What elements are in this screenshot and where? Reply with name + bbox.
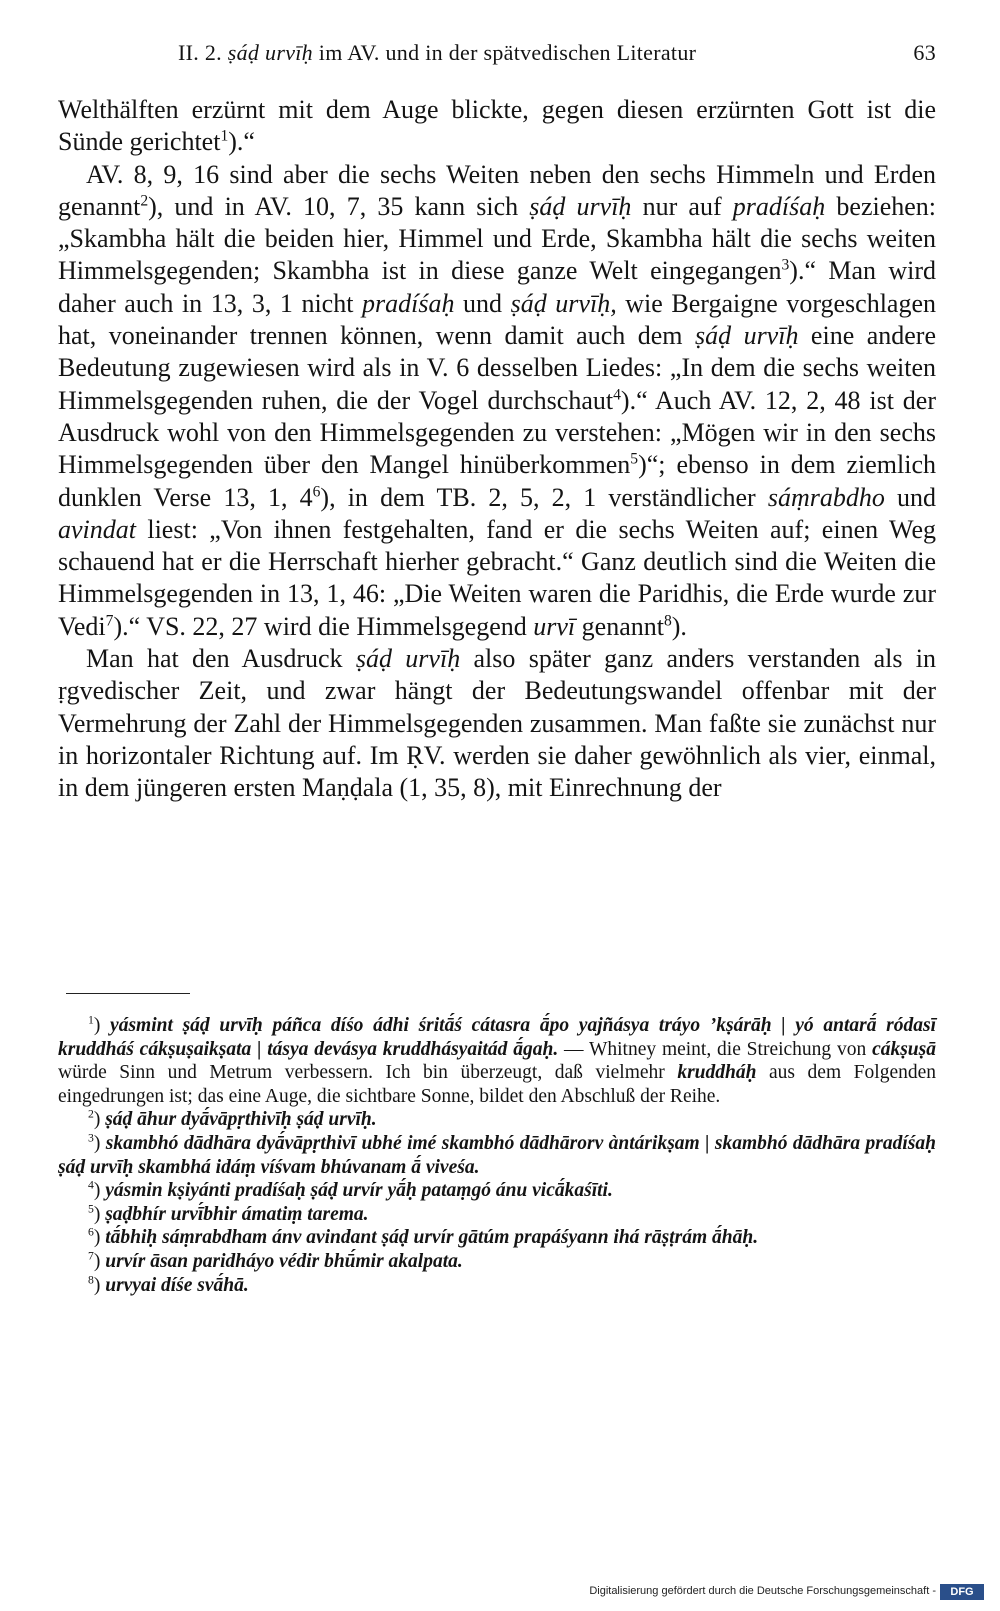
- text-run: würde Sinn und Metrum verbessern. Ich bin überzeugt, daß vielmehr: [58, 1062, 678, 1084]
- italic-term: pradíśaḥ: [362, 288, 455, 318]
- text-run: Welthälften erzürnt mit dem Auge blickte, gegen diesen erzürnten Gott ist die Sünde gerichtet: [58, 95, 936, 157]
- text-run: liest: „Von ihnen festgehalten, fand er die sechs Weiten auf; einen Weg schauend hat er die Herrschaft hierher gebracht.“ Ganz deutlich sind die Weiten die Himmelsgegenden in 13, 1, 46: „Die Weiten waren die Paridhis, die Erde wurde zur Vedi: [58, 514, 936, 641]
- text-run: ).“ Auch AV. 12, 2, 48 ist der Ausdruck wohl von den Himmelsgegenden zu verstehen: „Mögen wir in den sechs Himmelsgegenden über den Mangel hinüberkommen: [58, 385, 936, 480]
- text-run: ).“: [228, 127, 255, 157]
- sanskrit-quote: skambhó dādhāra dyā́vāpṛthivī ubhé imé skambhó dādhārorv àntárikṣam | skambhó dādhāra pradíśaḥ ṣáḍ urvīḥ skambhá idáṃ víśvam bhúvanam ā́ viveśa.: [58, 1132, 936, 1178]
- text-run: ).: [671, 611, 687, 641]
- text-run: eine andere Bedeutung zugewiesen wird als in V. 6 desselben Liedes: „In dem die sechs weiten Himmelsgegenden ruhen, die der Vogel durchschaut: [58, 321, 936, 415]
- footnotes: [58, 1014, 936, 1297]
- text-run: )“; ebenso in dem ziemlich dunklen Verse 13, 1, 4: [58, 450, 936, 512]
- italic-term: pradíśaḥ: [732, 191, 826, 221]
- footnote: [58, 1250, 936, 1274]
- main-text: [58, 94, 936, 805]
- sanskrit-quote: cákṣuṣā: [872, 1038, 936, 1060]
- note-marker: 4: [88, 1178, 94, 1192]
- text-run: und: [454, 288, 511, 318]
- text-run: ): [93, 1203, 106, 1225]
- text-run: ): [93, 1274, 106, 1296]
- text-run: beziehen: „Skambha hält die beiden hier, Himmel und Erde, Skambha hält die sechs weiten Himmelsgegenden; Skambha ist in diese ganze Welt eingegangen: [58, 191, 937, 286]
- footnote: [58, 1203, 936, 1227]
- footnote: [58, 1274, 936, 1298]
- sanskrit-quote: tā́bhiḥ sáṃrabdham ánv avindant ṣáḍ urvír gātúm prapáśyann ihá rāṣṭrám ā́hāḥ.: [105, 1227, 759, 1249]
- sanskrit-quote: kruddháḥ: [677, 1062, 757, 1084]
- paragraph: [58, 159, 936, 643]
- note-marker: 1: [220, 127, 229, 145]
- running-header: [122, 40, 936, 66]
- footnote: [58, 1014, 936, 1108]
- paragraph: [58, 643, 936, 804]
- note-marker: 8: [88, 1273, 94, 1287]
- note-marker: 5: [630, 450, 639, 468]
- note-marker: 7: [88, 1249, 94, 1263]
- footnote: [58, 1108, 936, 1132]
- text-run: also später ganz anders verstanden als in ṛgvedischer Zeit, und zwar hängt der Bedeutungswandel offenbar mit der Vermehrung der Zahl der Himmelsgegenden zusammen. Man faßte sie zunächst nur in horizontaler Richtung auf. Im ṚV. werden sie daher gewöhnlich als vier, einmal, in dem jüngeren ersten Maṇḍala (1, 35, 8), mit Einrechnung der: [58, 644, 936, 803]
- running-title: II. 2. ṣáḍ urvīḥ im AV. und in der spätvedischen Literatur: [178, 40, 697, 65]
- text-run: ): [93, 1180, 106, 1202]
- italic-term: ṣáḍ urvīḥ: [694, 321, 799, 351]
- italic-term: urvī: [533, 611, 576, 641]
- text-run: ): [93, 1132, 106, 1154]
- text-run: ): [93, 1227, 106, 1249]
- page-number: 63: [913, 40, 936, 65]
- text-run: ).“ VS. 22, 27 wird die Himmelsgegend: [113, 611, 534, 641]
- sanskrit-quote: urvyai díśe svā́hā.: [105, 1274, 249, 1296]
- note-marker: 1: [88, 1013, 94, 1027]
- italic-term: avindat: [58, 514, 136, 544]
- note-marker: 6: [312, 482, 321, 500]
- note-marker: 6: [88, 1225, 94, 1239]
- italic-term: sáṃrabdho: [767, 482, 885, 512]
- note-marker: 8: [663, 612, 672, 630]
- footnote: [58, 1179, 936, 1203]
- note-marker: 7: [105, 612, 114, 630]
- text-run: ), und in AV. 10, 7, 35 kann sich: [148, 191, 530, 221]
- text-run: AV. 8, 9, 16 sind aber die sechs Weiten neben den sechs Himmeln und Erden genannt: [58, 159, 936, 221]
- paragraph: [58, 94, 936, 159]
- sanskrit-quote: yásmint ṣáḍ urvīḥ páñca díśo ádhi śritā́ś cátasra ā́po yajñásya tráyo ’kṣárāḥ | yó antarā́ ródasī kruddháś cákṣuṣaikṣata | tásya devásya kruddhásyaitád ā́gaḥ.: [58, 1015, 936, 1060]
- italic-term: ṣáḍ urvīḥ: [529, 191, 632, 221]
- text-run: und: [884, 482, 936, 512]
- text-run: aus dem Folgenden eingedrungen ist; das eine Auge, die sichtbare Sonne, bildet den Abschluß der Reihe.: [58, 1062, 937, 1107]
- italic-term: ṣáḍ urvīḥ,: [510, 288, 617, 318]
- footnote-rule: [66, 993, 190, 994]
- note-marker: 5: [88, 1202, 94, 1216]
- digitization-credit: Digitalisierung gefördert durch die Deutsche Forschungsgemeinschaft -: [589, 1585, 936, 1597]
- text-run: nur auf: [631, 191, 733, 221]
- sanskrit-quote: ṣaḍbhír urvī́bhir ámatiṃ tarema.: [105, 1203, 369, 1225]
- note-marker: 2: [88, 1107, 94, 1121]
- text-run: Man hat den Ausdruck: [86, 644, 356, 674]
- italic-term: ṣáḍ urvīḥ: [355, 644, 461, 674]
- text-run: — Whitney meint, die Streichung von: [558, 1038, 873, 1060]
- sanskrit-quote: urvír āsan paridháyo védir bhū́mir akalpata.: [105, 1250, 463, 1272]
- text-run: genannt: [575, 611, 664, 641]
- text-run: ), in dem TB. 2, 5, 2, 1 verständlicher: [320, 482, 768, 512]
- footnote: [58, 1132, 936, 1179]
- note-marker: 3: [781, 256, 790, 274]
- note-marker: 3: [88, 1131, 94, 1145]
- text-run: wie Bergaigne vorgeschlagen hat, voneinander trennen können, wenn damit auch dem: [58, 288, 937, 351]
- text-run: ): [93, 1015, 111, 1036]
- text-run: ): [93, 1250, 106, 1272]
- sanskrit-quote: yásmin kṣiyánti pradíśaḥ ṣáḍ urvír yā́ḥ pataṃgó ánu vicā́kaśīti.: [105, 1180, 613, 1202]
- note-marker: 4: [613, 386, 621, 404]
- text-run: ): [93, 1109, 106, 1131]
- footnote: [58, 1226, 936, 1250]
- sanskrit-quote: ṣáḍ āhur dyā́vāpṛthivīḥ ṣáḍ urvīḥ.: [105, 1109, 377, 1131]
- dfg-logo: DFG: [940, 1584, 984, 1600]
- text-run: ).“ Man wird daher auch in 13, 3, 1 nicht: [58, 256, 936, 318]
- note-marker: 2: [140, 192, 149, 210]
